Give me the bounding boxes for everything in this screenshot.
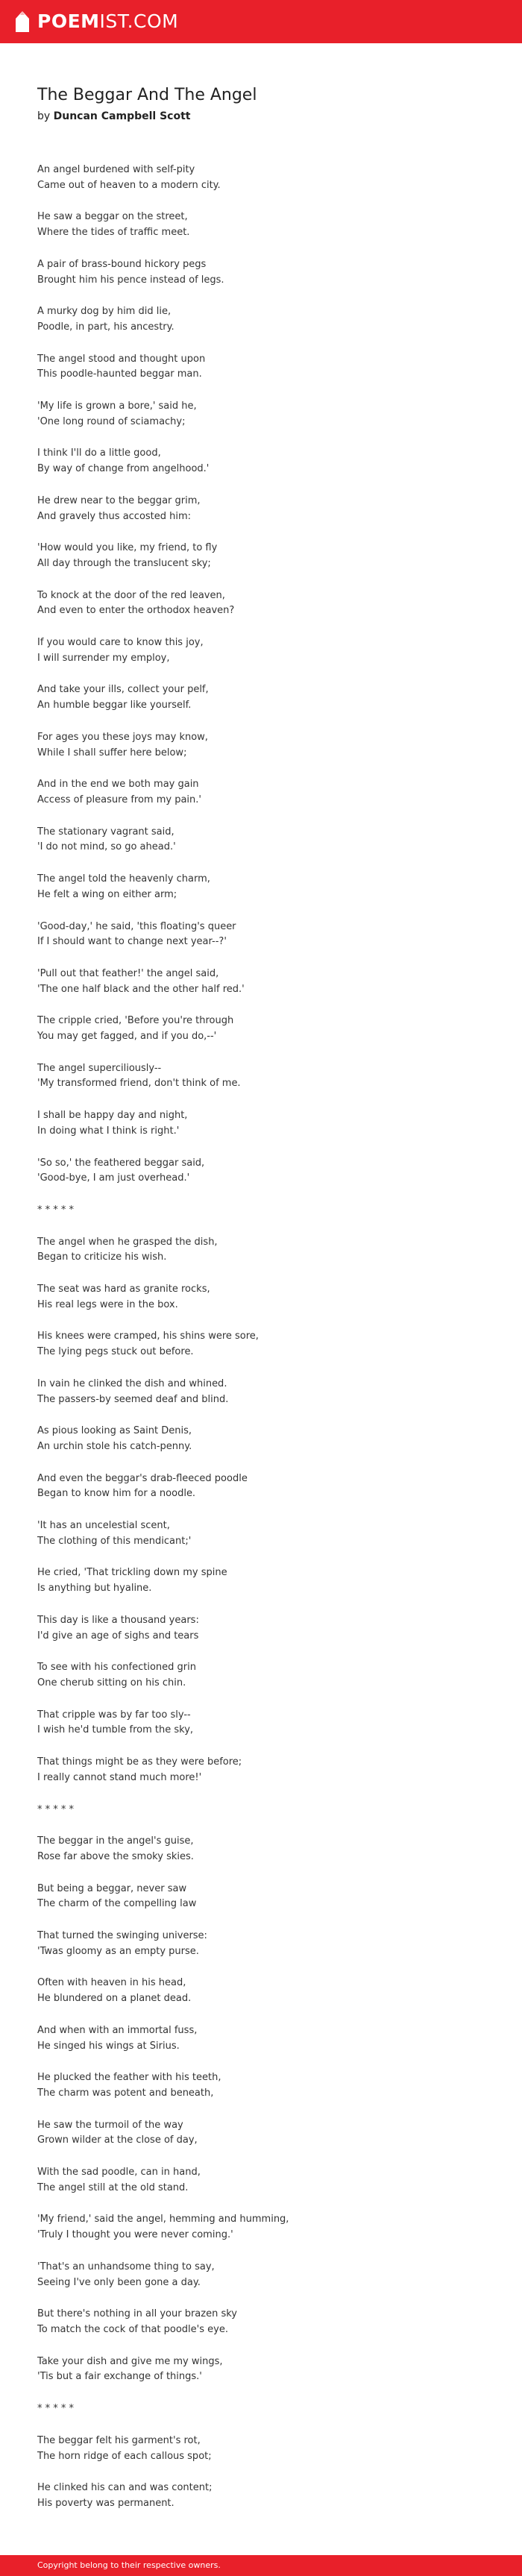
poem-line: That things might be as they were before; (37, 1756, 242, 1768)
poem-line: 'Tis but a fair exchange of things.' (37, 2371, 202, 2383)
poem-line: If you would care to know this joy, (37, 637, 204, 649)
poem-line: He blundered on a planet dead. (37, 1993, 192, 2005)
stanza (37, 1518, 485, 1549)
stanza (37, 967, 485, 997)
poem-line: The angel told the heavenly charm, (37, 873, 210, 885)
poem-line: To see with his confectioned grin (37, 1662, 196, 1674)
poem-line: To knock at the door of the red leaven, (37, 589, 225, 601)
stanza (37, 2212, 485, 2243)
stanza (37, 2401, 485, 2417)
poem-line: I think I'll do a little good, (37, 447, 161, 459)
stanza (37, 1613, 485, 1644)
poem-line: The charm of the compelling law (37, 1898, 197, 1910)
poem-line: Is anything but hyaline. (37, 1583, 152, 1595)
stanza (37, 2070, 485, 2101)
poem-line: 'Truly I thought you were never coming.' (37, 2229, 233, 2241)
stanza (37, 399, 485, 430)
poem-line: Rose far above the smoky skies. (37, 1850, 194, 1862)
stanza (37, 1424, 485, 1454)
poem-line: 'My life is grown a bore,' said he, (37, 400, 197, 412)
poem-line: The angel superciliously-- (37, 1062, 162, 1074)
stanza (37, 1708, 485, 1738)
stanza (37, 210, 485, 240)
poem-line: One cherub sitting on his chin. (37, 1677, 186, 1688)
stanza (37, 163, 485, 193)
poem-line: 'It has an uncelestial scent, (37, 1520, 170, 1532)
stanza (37, 1471, 485, 1502)
stanza (37, 2023, 485, 2054)
poem-line: Seeing I've only been gone a day. (37, 2276, 201, 2288)
poem-line: The beggar felt his garment's rot, (37, 2434, 201, 2446)
poem-line: By way of change from angelhood.' (37, 463, 210, 475)
poem-line: I'd give an age of sighs and tears (37, 1630, 199, 1642)
poem-line: The clothing of this mendicant;' (37, 1535, 192, 1547)
poem-line: He clinked his can and was content; (37, 2482, 213, 2494)
stanza (37, 304, 485, 335)
poem-line: If I should want to change next year--?' (37, 936, 227, 948)
poem-body (37, 163, 485, 2528)
poem-line: 'That's an unhandsome thing to say, (37, 2261, 215, 2272)
poem-title: The Beggar And The Angel (37, 86, 257, 104)
poem-line: He singed his wings at Sirius. (37, 2040, 180, 2052)
stanza (37, 1834, 485, 1865)
stanza (37, 825, 485, 855)
poem-line: The angel stood and thought upon (37, 353, 206, 365)
poem-line: The passers-by seemed deaf and blind. (37, 1393, 229, 1405)
poem-line: But there's nothing in all your brazen sky (37, 2308, 237, 2320)
poem-line: 'My friend,' said the angel, hemming and humming, (37, 2214, 289, 2225)
stanza (37, 2307, 485, 2337)
poem-line: 'Pull out that feather!' the angel said, (37, 967, 219, 979)
stanza (37, 1803, 485, 1818)
poem-line: In vain he clinked the dish and whined. (37, 1377, 227, 1389)
stanza (37, 1329, 485, 1360)
stanza (37, 2260, 485, 2290)
stanza (37, 1156, 485, 1187)
stanza (37, 1377, 485, 1407)
poem-line: He cried, 'That trickling down my spine (37, 1567, 227, 1579)
copyright-text: Copyright belong to their respective owners. (37, 2560, 221, 2570)
poem-line: That cripple was by far too sly-- (37, 1709, 191, 1721)
poem-line: For ages you these joys may know, (37, 731, 208, 743)
poem-line: He plucked the feather with his teeth, (37, 2072, 221, 2084)
site-logo[interactable] (37, 10, 178, 33)
stanza (37, 541, 485, 571)
poem-line: The angel still at the old stand. (37, 2181, 189, 2193)
stanza (37, 1203, 485, 1219)
poem-line: And take your ills, collect your pelf, (37, 684, 209, 696)
stanza (37, 1565, 485, 1596)
poem-line: This poodle-haunted beggar man. (37, 368, 202, 380)
poem-line: You may get fagged, and if you do,--' (37, 1031, 217, 1043)
poem-line: His knees were cramped, his shins were sore, (37, 1331, 259, 1342)
poem-line: His poverty was permanent. (37, 2497, 174, 2509)
poem-line: Poodle, in part, his ancestry. (37, 321, 174, 333)
stanza (37, 2434, 485, 2464)
stanza (37, 1061, 485, 1092)
site-footer (0, 2555, 522, 2576)
poem-line: 'Good-day,' he said, 'this floating's queer (37, 920, 236, 932)
poem-line: An angel burdened with self-pity (37, 164, 195, 175)
logo-light-text: IST.COM (99, 10, 179, 32)
poem-line: That turned the swinging universe: (37, 1930, 207, 1942)
stanza (37, 1882, 485, 1912)
stanza (37, 494, 485, 524)
poem-line: 'Good-bye, I am just overhead.' (37, 1172, 190, 1184)
stanza (37, 1976, 485, 2006)
stanza (37, 635, 485, 666)
stanza (37, 920, 485, 950)
poem-line: The lying pegs stuck out before. (37, 1346, 194, 1358)
poem-line: Began to know him for a noodle. (37, 1488, 196, 1500)
poem-line: And even to enter the orthodox heaven? (37, 605, 235, 617)
poem-line: The stationary vagrant said, (37, 826, 174, 838)
poem-line: An urchin stole his catch-penny. (37, 1440, 192, 1452)
poem-line: The seat was hard as granite rocks, (37, 1284, 210, 1295)
stanza (37, 2354, 485, 2385)
poem-line: I really cannot stand much more!' (37, 1771, 202, 1783)
poem-line: He saw a beggar on the street, (37, 211, 188, 223)
stanza (37, 2118, 485, 2149)
stanza (37, 730, 485, 761)
poem-line: All day through the translucent sky; (37, 557, 211, 569)
author-name: Duncan Campbell Scott (53, 110, 191, 122)
poem-line: While I shall suffer here below; (37, 747, 187, 758)
poem-line: 'One long round of sciamachy; (37, 415, 186, 427)
poem-line: The angel when he grasped the dish, (37, 1236, 218, 1248)
poem-line: Where the tides of traffic meet. (37, 227, 190, 239)
site-header (0, 0, 522, 43)
poem-line: This day is like a thousand years: (37, 1614, 199, 1626)
poem-line: Often with heaven in his head, (37, 1977, 186, 1989)
stanza (37, 1014, 485, 1044)
poem-line: To match the cock of that poodle's eye. (37, 2323, 228, 2335)
stanza (37, 682, 485, 713)
poem-line: I will surrender my employ, (37, 652, 170, 664)
poem-line: In doing what I think is right.' (37, 1125, 180, 1137)
poem-line: An humble beggar like yourself. (37, 700, 192, 711)
poem-line: The charm was potent and beneath, (37, 2087, 214, 2099)
stanza (37, 257, 485, 288)
poem-line: Brought him his pence instead of legs. (37, 274, 224, 286)
poem-line: He saw the turmoil of the way (37, 2119, 183, 2131)
pencil-icon[interactable] (15, 10, 30, 33)
stanza (37, 1108, 485, 1139)
stanza (37, 2481, 485, 2511)
poem-line: 'I do not mind, so go ahead.' (37, 841, 176, 853)
poem-line: I wish he'd tumble from the sky, (37, 1724, 194, 1736)
stanza (37, 1755, 485, 1785)
poem-line: Take your dish and give me my wings, (37, 2355, 223, 2367)
poem-line: Came out of heaven to a modern city. (37, 179, 221, 191)
poem-line: A pair of brass-bound hickory pegs (37, 258, 207, 270)
poem-line: And even the beggar's drab-fleeced poodle (37, 1472, 248, 1484)
poem-line: With the sad poodle, can in hand, (37, 2167, 201, 2178)
poem-line: And in the end we both may gain (37, 779, 199, 791)
logo-bold-text: POEM (37, 10, 100, 32)
poem-line: * * * * * (37, 1803, 75, 1815)
poem-line: His real legs were in the box. (37, 1298, 178, 1310)
poem-line: Access of pleasure from my pain.' (37, 794, 201, 805)
stanza (37, 588, 485, 619)
poem-line: The horn ridge of each callous spot; (37, 2450, 212, 2462)
stanza (37, 1929, 485, 1959)
poem-line: * * * * * (37, 1204, 75, 1216)
poem-line: 'How would you like, my friend, to fly (37, 542, 218, 554)
stanza (37, 1282, 485, 1313)
poem-line: The cripple cried, 'Before you're through (37, 1015, 234, 1027)
poem-line: I shall be happy day and night, (37, 1110, 188, 1122)
poem-line: Grown wilder at the close of day, (37, 2134, 198, 2146)
poem-line: As pious looking as Saint Denis, (37, 1425, 192, 1437)
stanza (37, 872, 485, 902)
stanza (37, 352, 485, 383)
poem-line: * * * * * (37, 2403, 75, 2415)
poem-line: The beggar in the angel's guise, (37, 1835, 194, 1847)
stanza (37, 2165, 485, 2196)
poem-line: Began to criticize his wish. (37, 1251, 167, 1263)
poem-line: He drew near to the beggar grim, (37, 494, 201, 506)
poem-line: 'The one half black and the other half red.' (37, 983, 245, 995)
by-prefix: by (37, 110, 51, 122)
stanza (37, 1660, 485, 1691)
poem-line: And when with an immortal fuss, (37, 2024, 198, 2036)
poem-line: 'My transformed friend, don't think of me. (37, 1078, 241, 1090)
poem-line: 'Twas gloomy as an empty purse. (37, 1945, 199, 1957)
poem-line: 'So so,' the feathered beggar said, (37, 1157, 205, 1169)
byline (37, 109, 190, 124)
stanza (37, 777, 485, 808)
stanza (37, 446, 485, 477)
poem-line: A murky dog by him did lie, (37, 306, 172, 318)
poem-line: And gravely thus accosted him: (37, 510, 192, 522)
stanza (37, 1235, 485, 1266)
poem-line: But being a beggar, never saw (37, 1882, 187, 1894)
poem-line: He felt a wing on either arm; (37, 888, 177, 900)
